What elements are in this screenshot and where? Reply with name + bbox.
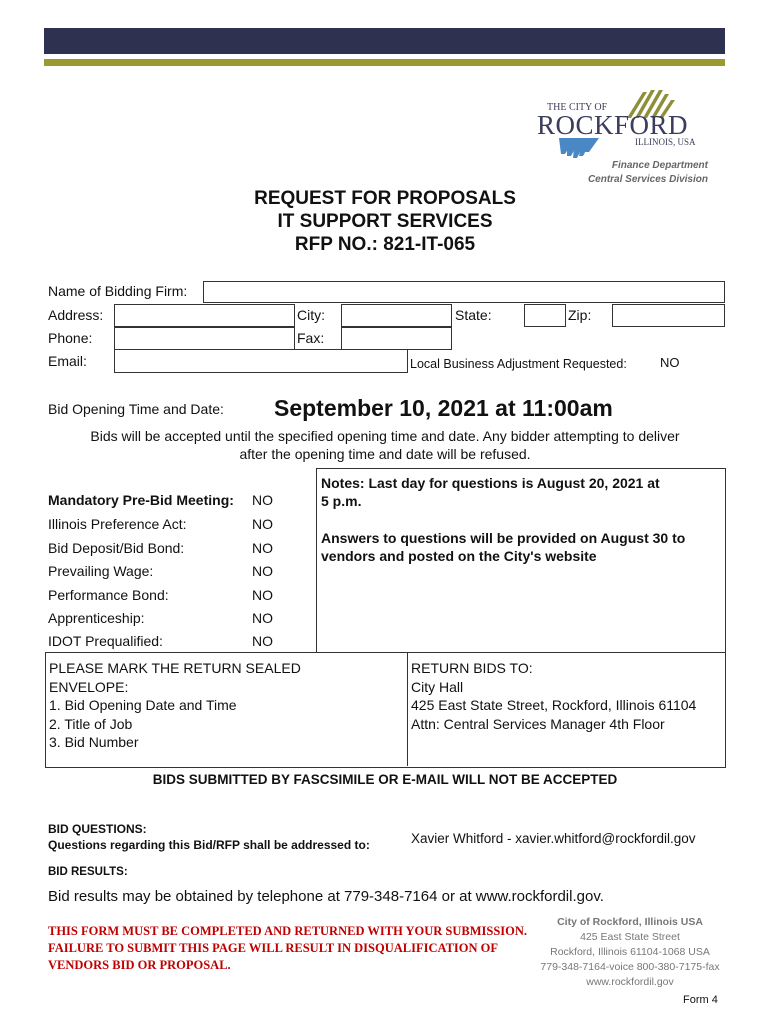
bid-questions-heading: BID QUESTIONS: <box>48 822 147 836</box>
page-title-line3: RFP NO.: 821-IT-065 <box>294 234 476 255</box>
zip-field[interactable] <box>612 304 725 327</box>
submission-warning-banner: BIDS SUBMITTED BY FASCSIMILE OR E-MAIL WILL NOT BE ACCEPTED <box>152 772 618 787</box>
email-label: Email: <box>48 353 87 369</box>
requirement-label: Performance Bond: <box>48 587 169 603</box>
notes-line1: Notes: Last day for questions is August 20, 2021 at <box>321 475 660 491</box>
return-sealed-line1: PLEASE MARK THE RETURN SEALED <box>49 660 301 676</box>
phone-field[interactable] <box>114 327 295 350</box>
email-field[interactable] <box>114 349 408 373</box>
bid-opening-note-line2: after the opening time and date will be refused. <box>239 446 531 462</box>
state-field[interactable] <box>524 304 566 327</box>
warning-line2: FAILURE TO SUBMIT THIS PAGE WILL RESULT IN DISQUALIFICATION OF <box>48 941 499 955</box>
requirement-label: Prevailing Wage: <box>48 563 154 579</box>
requirement-label: Apprenticeship: <box>48 610 145 626</box>
department-info <box>588 159 708 187</box>
fax-field[interactable] <box>341 327 452 350</box>
requirement-value: NO <box>252 492 273 508</box>
bid-results-heading: BID RESULTS: <box>48 866 128 878</box>
notes-line2: 5 p.m. <box>321 493 362 509</box>
page-title-line2: IT SUPPORT SERVICES <box>277 211 493 232</box>
notes-line3: Answers to questions will be provided on August 30 to <box>321 530 686 546</box>
requirement-value: NO <box>252 516 273 532</box>
requirement-label: IDOT Prequalified: <box>48 633 163 649</box>
disqualification-warning <box>48 923 527 974</box>
zip-label: Zip: <box>568 307 592 323</box>
return-sealed-instructions <box>49 659 301 752</box>
bid-opening-note-line1: Bids will be accepted until the specified opening time and date. Any bidder attempting to deliver <box>90 428 680 444</box>
local-business-value: NO <box>660 355 680 370</box>
requirement-value: NO <box>252 540 273 556</box>
requirement-label: Bid Deposit/Bid Bond: <box>48 540 185 556</box>
bid-questions-contact: Xavier Whitford - xavier.whitford@rockfordil.gov <box>411 831 696 846</box>
form-number: Form 4 <box>683 994 718 1006</box>
return-bids-address <box>411 659 696 733</box>
city-contact-website: www.rockfordil.gov <box>586 976 674 988</box>
return-bids-line4: Attn: Central Services Manager 4th Floor <box>411 715 665 732</box>
bid-questions-text: Questions regarding this Bid/RFP shall be addressed to: <box>48 838 370 852</box>
requirement-value: NO <box>252 633 273 649</box>
header-navy-band <box>44 28 725 54</box>
bidding-firm-field[interactable] <box>203 281 725 303</box>
page-title-line1: REQUEST FOR PROPOSALS <box>254 188 516 209</box>
logo-the-city-of: THE CITY OF <box>547 102 608 113</box>
requirement-value: NO <box>252 587 273 603</box>
state-label: State: <box>455 307 492 323</box>
logo-state: ILLINOIS, USA <box>635 137 696 147</box>
bidding-firm-label: Name of Bidding Firm: <box>48 283 188 299</box>
bid-opening-label: Bid Opening Time and Date: <box>48 401 224 417</box>
address-field[interactable] <box>114 304 295 327</box>
local-business-label: Local Business Adjustment Requested: <box>410 357 627 371</box>
warning-line3: VENDORS BID OR PROPOSAL. <box>48 958 231 972</box>
requirement-label: Illinois Preference Act: <box>48 516 187 532</box>
address-label: Address: <box>48 307 104 323</box>
city-contact-line3: Rockford, Illinois 61104-1068 USA <box>550 946 710 958</box>
fax-label: Fax: <box>297 330 325 346</box>
city-label: City: <box>297 307 325 323</box>
return-bids-line2: City Hall <box>411 678 464 695</box>
return-box-divider <box>407 652 408 766</box>
logo-rockford: ROCKFORD <box>537 110 689 140</box>
department-name: Finance Department <box>611 160 708 171</box>
requirement-label: Mandatory Pre-Bid Meeting: <box>48 492 234 508</box>
return-sealed-line2: ENVELOPE: <box>49 678 129 695</box>
warning-line1: THIS FORM MUST BE COMPLETED AND RETURNED WITH YOUR SUBMISSION. <box>48 924 528 938</box>
notes-line4: vendors and posted on the City's website <box>321 548 597 564</box>
requirement-value: NO <box>252 563 273 579</box>
bid-results-text: Bid results may be obtained by telephone at 779-348-7164 or at www.rockfordil.gov. <box>48 888 604 905</box>
city-contact-line2: 425 East State Street <box>580 931 680 943</box>
return-sealed-line3: 1. Bid Opening Date and Time <box>49 697 237 713</box>
city-field[interactable] <box>341 304 452 327</box>
requirement-value: NO <box>252 610 273 626</box>
city-of-rockford-logo <box>535 84 715 162</box>
rockford-logo-mark-icon <box>535 84 715 162</box>
return-bids-line3: 425 East State Street, Rockford, Illinois 61104 <box>411 697 697 713</box>
phone-label: Phone: <box>48 330 93 346</box>
return-bids-line1: RETURN BIDS TO: <box>411 660 533 676</box>
city-contact-line4: 779-348-7164-voice 800-380-7175-fax <box>540 961 720 973</box>
city-contact-line1: City of Rockford, Illinois USA <box>557 916 703 928</box>
header-olive-band <box>44 59 725 66</box>
city-contact-info <box>525 915 735 990</box>
return-sealed-line4: 2. Title of Job <box>49 715 133 732</box>
bid-opening-date: September 10, 2021 at 11:00am <box>274 395 613 421</box>
division-name: Central Services Division <box>587 174 708 185</box>
return-sealed-line5: 3. Bid Number <box>49 734 139 750</box>
